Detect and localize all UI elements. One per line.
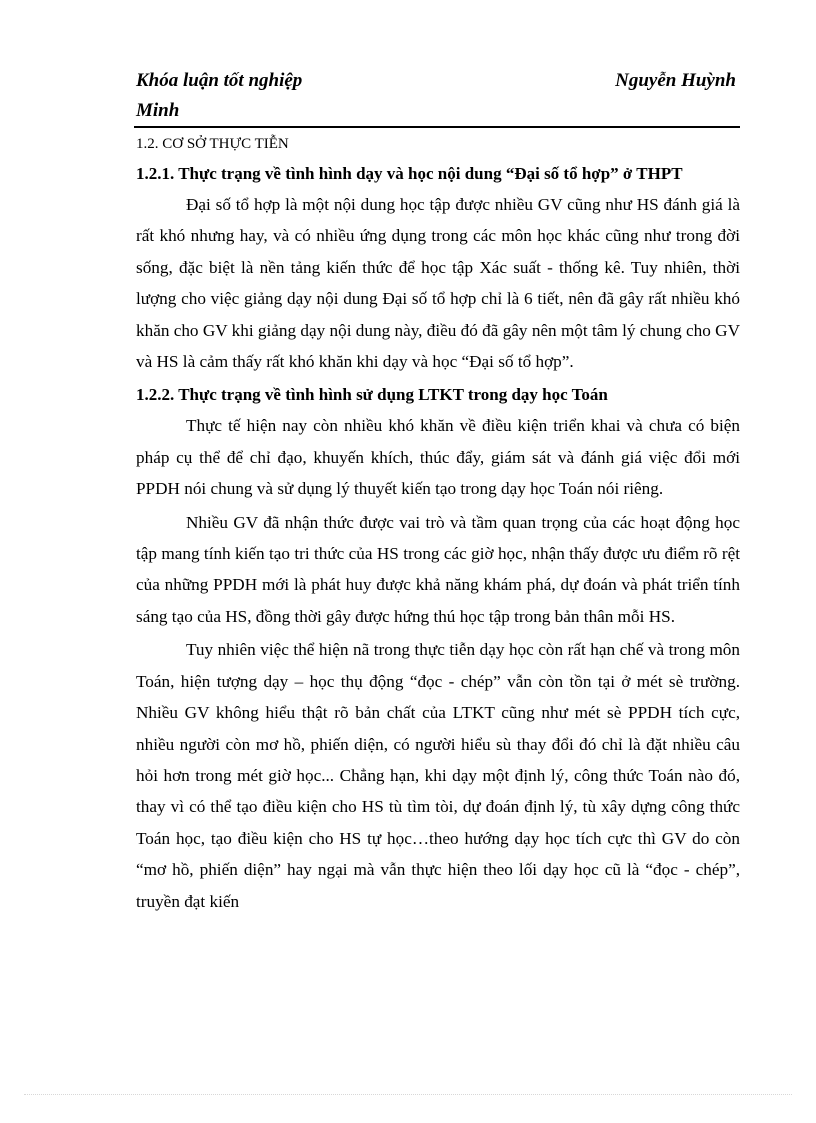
header-author-name-continued: Minh — [136, 100, 180, 121]
paragraph: Đại số tổ hợp là một nội dung học tập được nhiều GV cũng như HS đánh giá là rất khó nhưng hay, và có nhiều ứng dụng trong các môn học khác cũng như trong đời sống, đặc biệt là nền tảng kiến thức để học tập Xác suất - thống kê. Tuy nhiên, thời lượng cho việc giảng dạy nội dung Đại số tổ hợp chỉ là 6 tiết, nên đã gây rất nhiều khó khăn cho GV khi giảng dạy nội dung này, điều đó đã gây nên một tâm lý chung cho GV và HS là cảm thấy rất khó khăn khi dạy và học “Đại số tổ hợp”. — [136, 195, 740, 372]
section-heading: 1.2. CƠ SỞ THỰC TIỄN — [136, 136, 289, 152]
header-divider — [134, 126, 740, 128]
header-thesis-title: Khóa luận tốt nghiệp — [136, 70, 303, 91]
paragraph: Nhiều GV đã nhận thức được vai trò và tầm quan trọng của các hoạt động học tập mang tính kiến tạo tri thức của HS trong các giờ học, nhận thấy được ưu điểm rõ rệt của những PPDH mới là phát huy được khả năng khám phá, dự đoán và phát triển tính sáng tạo của HS, đồng thời gây được hứng thú học tập trong bản thân mỗi HS. — [136, 512, 740, 626]
header-author-name: Nguyễn Huỳnh — [615, 70, 736, 91]
footer-divider — [24, 1094, 792, 1095]
paragraph: Thực tế hiện nay còn nhiều khó khăn về điều kiện triển khai và chưa có biện pháp cụ thể để chỉ đạo, khuyến khích, thúc đẩy, giám sát và đánh giá việc đổi mới PPDH nói chung và sử dụng lý thuyết kiến tạo trong dạy học Toán nói riêng. — [136, 416, 740, 499]
subsection-heading-1-2-1: 1.2.1. Thực trạng về tình hình dạy và học nội dung “Đại số tổ hợp” ở THPT — [136, 164, 683, 183]
subsection-heading-1-2-2: 1.2.2. Thực trạng về tình hình sử dụng LTKT trong dạy học Toán — [136, 385, 608, 405]
paragraph: Tuy nhiên việc thể hiện nã trong thực tiễn dạy học còn rất hạn chế và trong môn Toán, hiện tượng dạy – học thụ động “đọc - chép” vẫn còn tồn tại ở mét sè trường. Nhiều GV không hiểu thật rõ bản chất của LTKT cũng như mét sè PPDH tích cực, nhiều người còn mơ hồ, phiến diện, có người hiểu sù thay đổi đó chỉ là đặt nhiều câu hỏi hơn trong mét giờ học... Chẳng hạn, khi dạy một định lý, công thức Toán nào đó, thay vì có thể tạo điều kiện cho HS tù tìm tòi, dự đoán định lý, tù xây dựng công thức Toán học, tạo điều kiện cho HS tự học…theo hướng dạy học tích cực thì GV do còn “mơ hồ, phiến diện” hay ngại mà vẫn thực hiện theo lối dạy học cũ là “đọc - chép”, truyền đạt kiến — [136, 640, 740, 911]
document-body — [136, 130, 740, 917]
